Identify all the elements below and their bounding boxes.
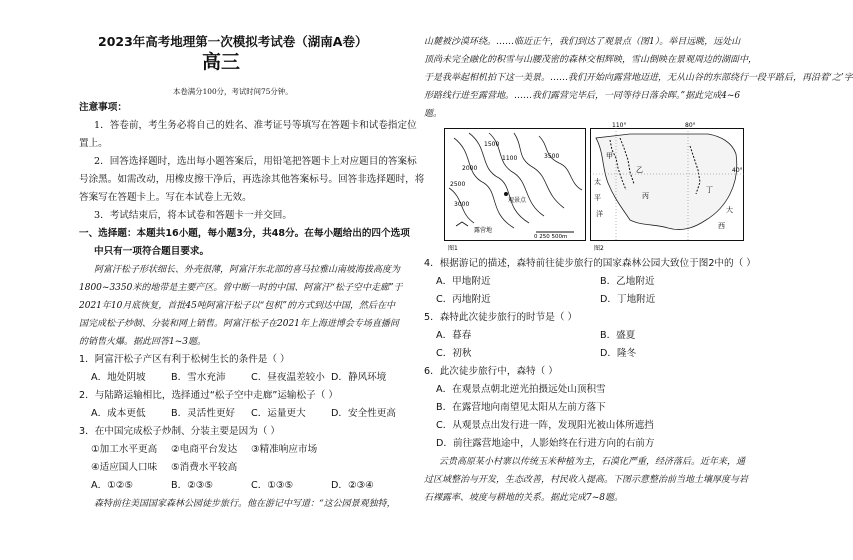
passage2-line4: 于是我举起相机拍下这一美景。……我们开始向露营地迈进，无从山谷的东部绕行一段平路后，再沿着‘之’字 [424, 73, 853, 83]
notice-heading: 注意事项： [79, 102, 127, 113]
passage1-line1: 阿富汗松子形状细长、外壳很薄，阿富汗东北部的喜马拉雅山南坡海拔高度为 [94, 265, 401, 275]
figure2-caption: 图2 [594, 245, 604, 252]
q4-option-a[interactable]: A．甲地附近 [436, 276, 491, 287]
notice-2a: 2．回答选择题时，选出每小题答案后，用铅笔把答题卡上对应题目的答案标 [94, 156, 417, 167]
q4-stem: 4．根据游记的描述，森特前往徒步旅行的国家森林公园大致位于图2中的（ ） [424, 258, 756, 269]
q5-option-b[interactable]: B．盛夏 [600, 330, 636, 341]
camp-label: 露营地 [474, 227, 493, 234]
passage3-line1: 云贵高原某小村寨以传统玉米种植为主，石漠化严重，经济落后。近年来，通 [439, 457, 746, 467]
figure1-contour-map [444, 128, 586, 254]
contour-label-6: 3500 [544, 153, 560, 160]
ocean-label-tai: 太 [594, 178, 601, 186]
q3-option-a[interactable]: A．①②⑤ [91, 480, 133, 491]
region-label-jia: 甲 [606, 152, 613, 160]
contour-label-2: 2000 [462, 165, 478, 172]
q3-item-5: ⑤消费水平较高 [171, 462, 238, 473]
passage2-line6: 题。 [424, 109, 443, 119]
q5-stem: 5．森特此次徒步旅行的时节是（ ） [424, 312, 578, 323]
contour-label-1: 1500 [484, 141, 500, 148]
figure2-north-america-map [590, 122, 744, 254]
q4-option-b[interactable]: B．乙地附近 [600, 276, 655, 287]
notice-3: 3．考试结束后，将本试卷和答题卡一并交回。 [94, 210, 292, 221]
lon-label-80: 80° [685, 122, 696, 129]
region-label-bing: 丙 [642, 192, 649, 200]
q1-option-d[interactable]: D．静风环境 [331, 372, 387, 383]
region-label-ding: 丁 [706, 186, 713, 194]
notice-1a: 1．答卷前，考生务必将自己的姓名、准考证号等填写在答题卡和试卷指定位 [94, 120, 417, 131]
section-heading-b: 中只有一项符合题目要求。 [94, 246, 210, 257]
q2-option-b[interactable]: B．灵活性更好 [171, 408, 236, 419]
q3-item-1: ①加工水平更高 [91, 444, 158, 455]
q4-option-c[interactable]: C．丙地附近 [436, 294, 491, 305]
q2-option-d[interactable]: D．安全性更高 [331, 408, 396, 419]
exam-title: 2023年高考地理第一次模拟考试卷（湖南A卷） [98, 34, 368, 49]
passage1-line4: 国完成松子炒制、分装和网上销售。阿富汗松子在2021年上海进博会专场直播间 [79, 319, 399, 329]
q6-option-b[interactable]: B．在露营地向南望见太阳从左前方落下 [436, 402, 606, 413]
q1-stem: 1．阿富汗松子产区有利于松树生长的条件是（ ） [79, 354, 290, 365]
notice-2c: 答案写在答题卡上。写在本试卷上无效。 [79, 192, 252, 203]
q5-option-c[interactable]: C．初秋 [436, 348, 472, 359]
q3-item-3: ③精准响应市场 [251, 444, 318, 455]
q3-stem: 3．在中国完成松子炒制、分装主要是因为（ ） [79, 426, 281, 437]
score-info: 本卷满分100分，考试时间75分钟。 [173, 87, 293, 96]
q3-item-4: ④适应国人口味 [91, 462, 158, 473]
q3-item-2: ②电商平台发达 [171, 444, 238, 455]
passage3-line3: 石裸露率、坡度与耕地的关系。据此完成7~8题。 [424, 493, 623, 503]
q3-option-c[interactable]: C．①③⑤ [251, 480, 294, 491]
section-heading-a: 一、选择题：本题共16小题，每小题3分，共48分。在每小题给出的四个选项 [79, 228, 410, 239]
passage3-line2: 过区域整治与开发，生态改善，村民收入提高。下图示意整治前当地土壤厚度与岩 [424, 475, 749, 485]
passage2-line2: 山麓被沙漠环绕。……临近正午，我们到达了观景点（图1）。举目远眺，远处山 [424, 37, 741, 47]
passage2-line3: 顶尚未完全融化的积雪与山腰茂密的森林交相辉映，雪山倒映在景观周边的湖面中， [424, 55, 758, 65]
scale-label: 0 250 500m [534, 234, 568, 240]
viewpoint-label: 观景点 [508, 197, 527, 204]
q4-option-d[interactable]: D．丁地附近 [600, 294, 656, 305]
q1-option-b[interactable]: B．雪水充沛 [171, 372, 226, 383]
ocean-label-yang: 洋 [596, 210, 603, 218]
ocean-label-xi: 西 [718, 222, 725, 230]
q1-option-c[interactable]: C．昼夜温差较小 [251, 372, 325, 383]
q3-option-b[interactable]: B．②③⑤ [171, 480, 213, 491]
q6-option-c[interactable]: C．从观景点出发行进一阵，发现阳光被山体所遮挡 [436, 420, 654, 431]
q1-option-a[interactable]: A．地处阴坡 [91, 372, 146, 383]
contour-label-5: 1100 [502, 155, 518, 162]
q2-stem: 2．与陆路运输相比，选择通过“松子空中走廊”运输松子（ ） [79, 390, 338, 401]
notice-2b: 号涂黑。如需改动，用橡皮擦干净后，再选涂其他答案标号。回答非选择题时，将 [79, 174, 425, 185]
passage2-line5: 形路线行进至露营地。……我们露营完毕后，一同等待日落余晖。”据此完成4~6 [424, 91, 741, 101]
region-label-yi: 乙 [636, 166, 643, 174]
passage1-line5: 的销售火爆。据此回答1~3题。 [79, 337, 206, 347]
passage1-line2: 1800~3350米的地带是主要产区。曾中断一时的中国、阿富汗“松子空中走廊”于 [79, 283, 403, 293]
q2-option-c[interactable]: C．运量更大 [251, 408, 306, 419]
figure1-caption: 图1 [448, 245, 458, 252]
q5-option-a[interactable]: A．暮春 [436, 330, 472, 341]
q6-option-d[interactable]: D．前往露营地途中，人影始终在行进方向的右前方 [436, 438, 655, 449]
q3-option-d[interactable]: D．②③④ [331, 480, 374, 491]
passage2-line1: 森特前往美国国家森林公园徒步旅行。他在游记中写道：“这公园景观独特， [94, 499, 396, 509]
contour-label-4: 3000 [454, 201, 470, 208]
lat-label-40: 40° [732, 167, 743, 174]
q2-option-a[interactable]: A．成本更低 [91, 408, 146, 419]
contour-label-3: 2500 [450, 181, 466, 188]
ocean-label-da: 大 [726, 206, 733, 214]
q6-option-a[interactable]: A．在观景点朝北逆光拍摄远处山顶积雪 [436, 384, 606, 395]
q6-stem: 6．此次徒步旅行中，森特（ ） [424, 366, 558, 377]
lon-label-110: 110° [612, 122, 627, 129]
q5-option-d[interactable]: D．隆冬 [600, 348, 637, 359]
passage1-line3: 2021年10月底恢复，首批45吨阿富汗松子以“包机”的方式到达中国，然后在中 [79, 301, 396, 311]
grade-label: 高三 [202, 51, 241, 73]
ocean-label-ping: 平 [594, 194, 601, 202]
notice-1b: 置上。 [79, 138, 108, 149]
